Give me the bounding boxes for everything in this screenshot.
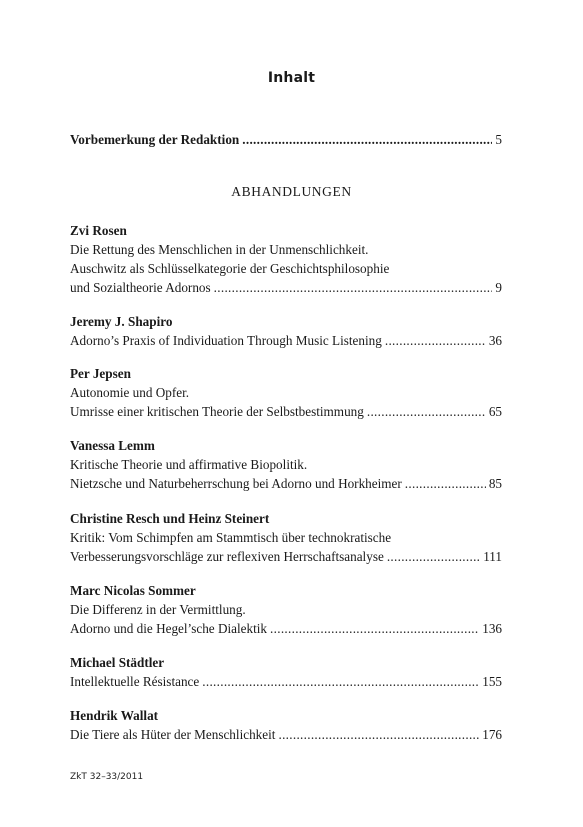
- page-number: 111: [483, 549, 502, 564]
- entry-title-last-line: und Sozialtheorie Adornos: [70, 280, 211, 295]
- entry-title-last-line: Umrisse einer kritischen Theorie der Selbstbestimmung: [70, 404, 364, 419]
- entry-leader-line[interactable]: [70, 547, 502, 566]
- entry-title-line: Die Differenz in der Vermittlung.: [70, 602, 246, 617]
- entry-title-last-line: Adorno und die Hegel’sche Dialektik: [70, 621, 268, 636]
- entry-leader-line[interactable]: [70, 725, 502, 744]
- entry-title-last-line: Intellektuelle Résistance: [70, 674, 200, 689]
- entry-leader-line[interactable]: [70, 331, 502, 350]
- entry-title-line: Auschwitz als Schlüsselkategorie der Geschichtsphilosophie: [70, 261, 390, 276]
- page-number: 155: [482, 674, 502, 689]
- entry-leader-line[interactable]: [70, 474, 502, 493]
- entry-leader-line[interactable]: [70, 672, 502, 691]
- leader-dots: [405, 474, 486, 493]
- leader-dots: [202, 672, 479, 691]
- entry-title-line: Autonomie und Opfer.: [70, 385, 190, 400]
- entry-title-line: Kritische Theorie und affirmative Biopolitik.: [70, 457, 308, 472]
- leader-dots: [214, 278, 493, 297]
- page-number: 36: [488, 333, 502, 348]
- preface-entry[interactable]: [70, 130, 502, 149]
- entry-leader-line[interactable]: [70, 278, 502, 297]
- entry-author: Vanessa Lemm: [70, 438, 155, 453]
- page-number: 65: [488, 404, 502, 419]
- entry-author: Christine Resch und Heinz Steinert: [70, 511, 270, 526]
- entry-title-line: Kritik: Vom Schimpfen am Stammtisch über technokratische: [70, 530, 392, 545]
- entry-author: Per Jepsen: [70, 366, 131, 381]
- entry-title-last-line: Nietzsche und Naturbeherrschung bei Adorno und Horkheimer: [70, 476, 402, 491]
- entry-title-last-line: Die Tiere als Hüter der Menschlichkeit: [70, 727, 276, 742]
- page-title: Inhalt: [267, 70, 316, 86]
- entry-author: Marc Nicolas Sommer: [70, 583, 196, 598]
- entry-author: Jeremy J. Shapiro: [70, 314, 173, 329]
- preface-label: Vorbemerkung der Redaktion: [70, 132, 240, 147]
- page-number: 5: [495, 132, 502, 147]
- leader-dots: [242, 130, 492, 149]
- page-number: 9: [495, 280, 502, 295]
- page-number: 136: [482, 621, 502, 636]
- section-heading: ABHANDLUNGEN: [231, 184, 352, 199]
- entry-title-last-line: Verbesserungsvorschläge zur reflexiven Herrschaftsanalyse: [70, 549, 384, 564]
- entry-author: Hendrik Wallat: [70, 708, 159, 723]
- entry-author: Michael Städtler: [70, 655, 165, 670]
- entry-leader-line[interactable]: [70, 402, 502, 421]
- entry-leader-line[interactable]: [70, 619, 502, 638]
- leader-dots: [387, 547, 480, 566]
- footer-citation: ZkT 32–33/2011: [70, 772, 144, 782]
- page-number: 85: [488, 476, 502, 491]
- entry-title-last-line: Adorno’s Praxis of Individuation Through Music Listening: [70, 333, 382, 348]
- leader-dots: [270, 619, 479, 638]
- leader-dots: [278, 725, 479, 744]
- entry-author: Zvi Rosen: [70, 223, 127, 238]
- leader-dots: [367, 402, 486, 421]
- page-number: 176: [482, 727, 502, 742]
- entry-title-line: Die Rettung des Menschlichen in der Unmenschlichkeit.: [70, 242, 369, 257]
- leader-dots: [385, 331, 486, 350]
